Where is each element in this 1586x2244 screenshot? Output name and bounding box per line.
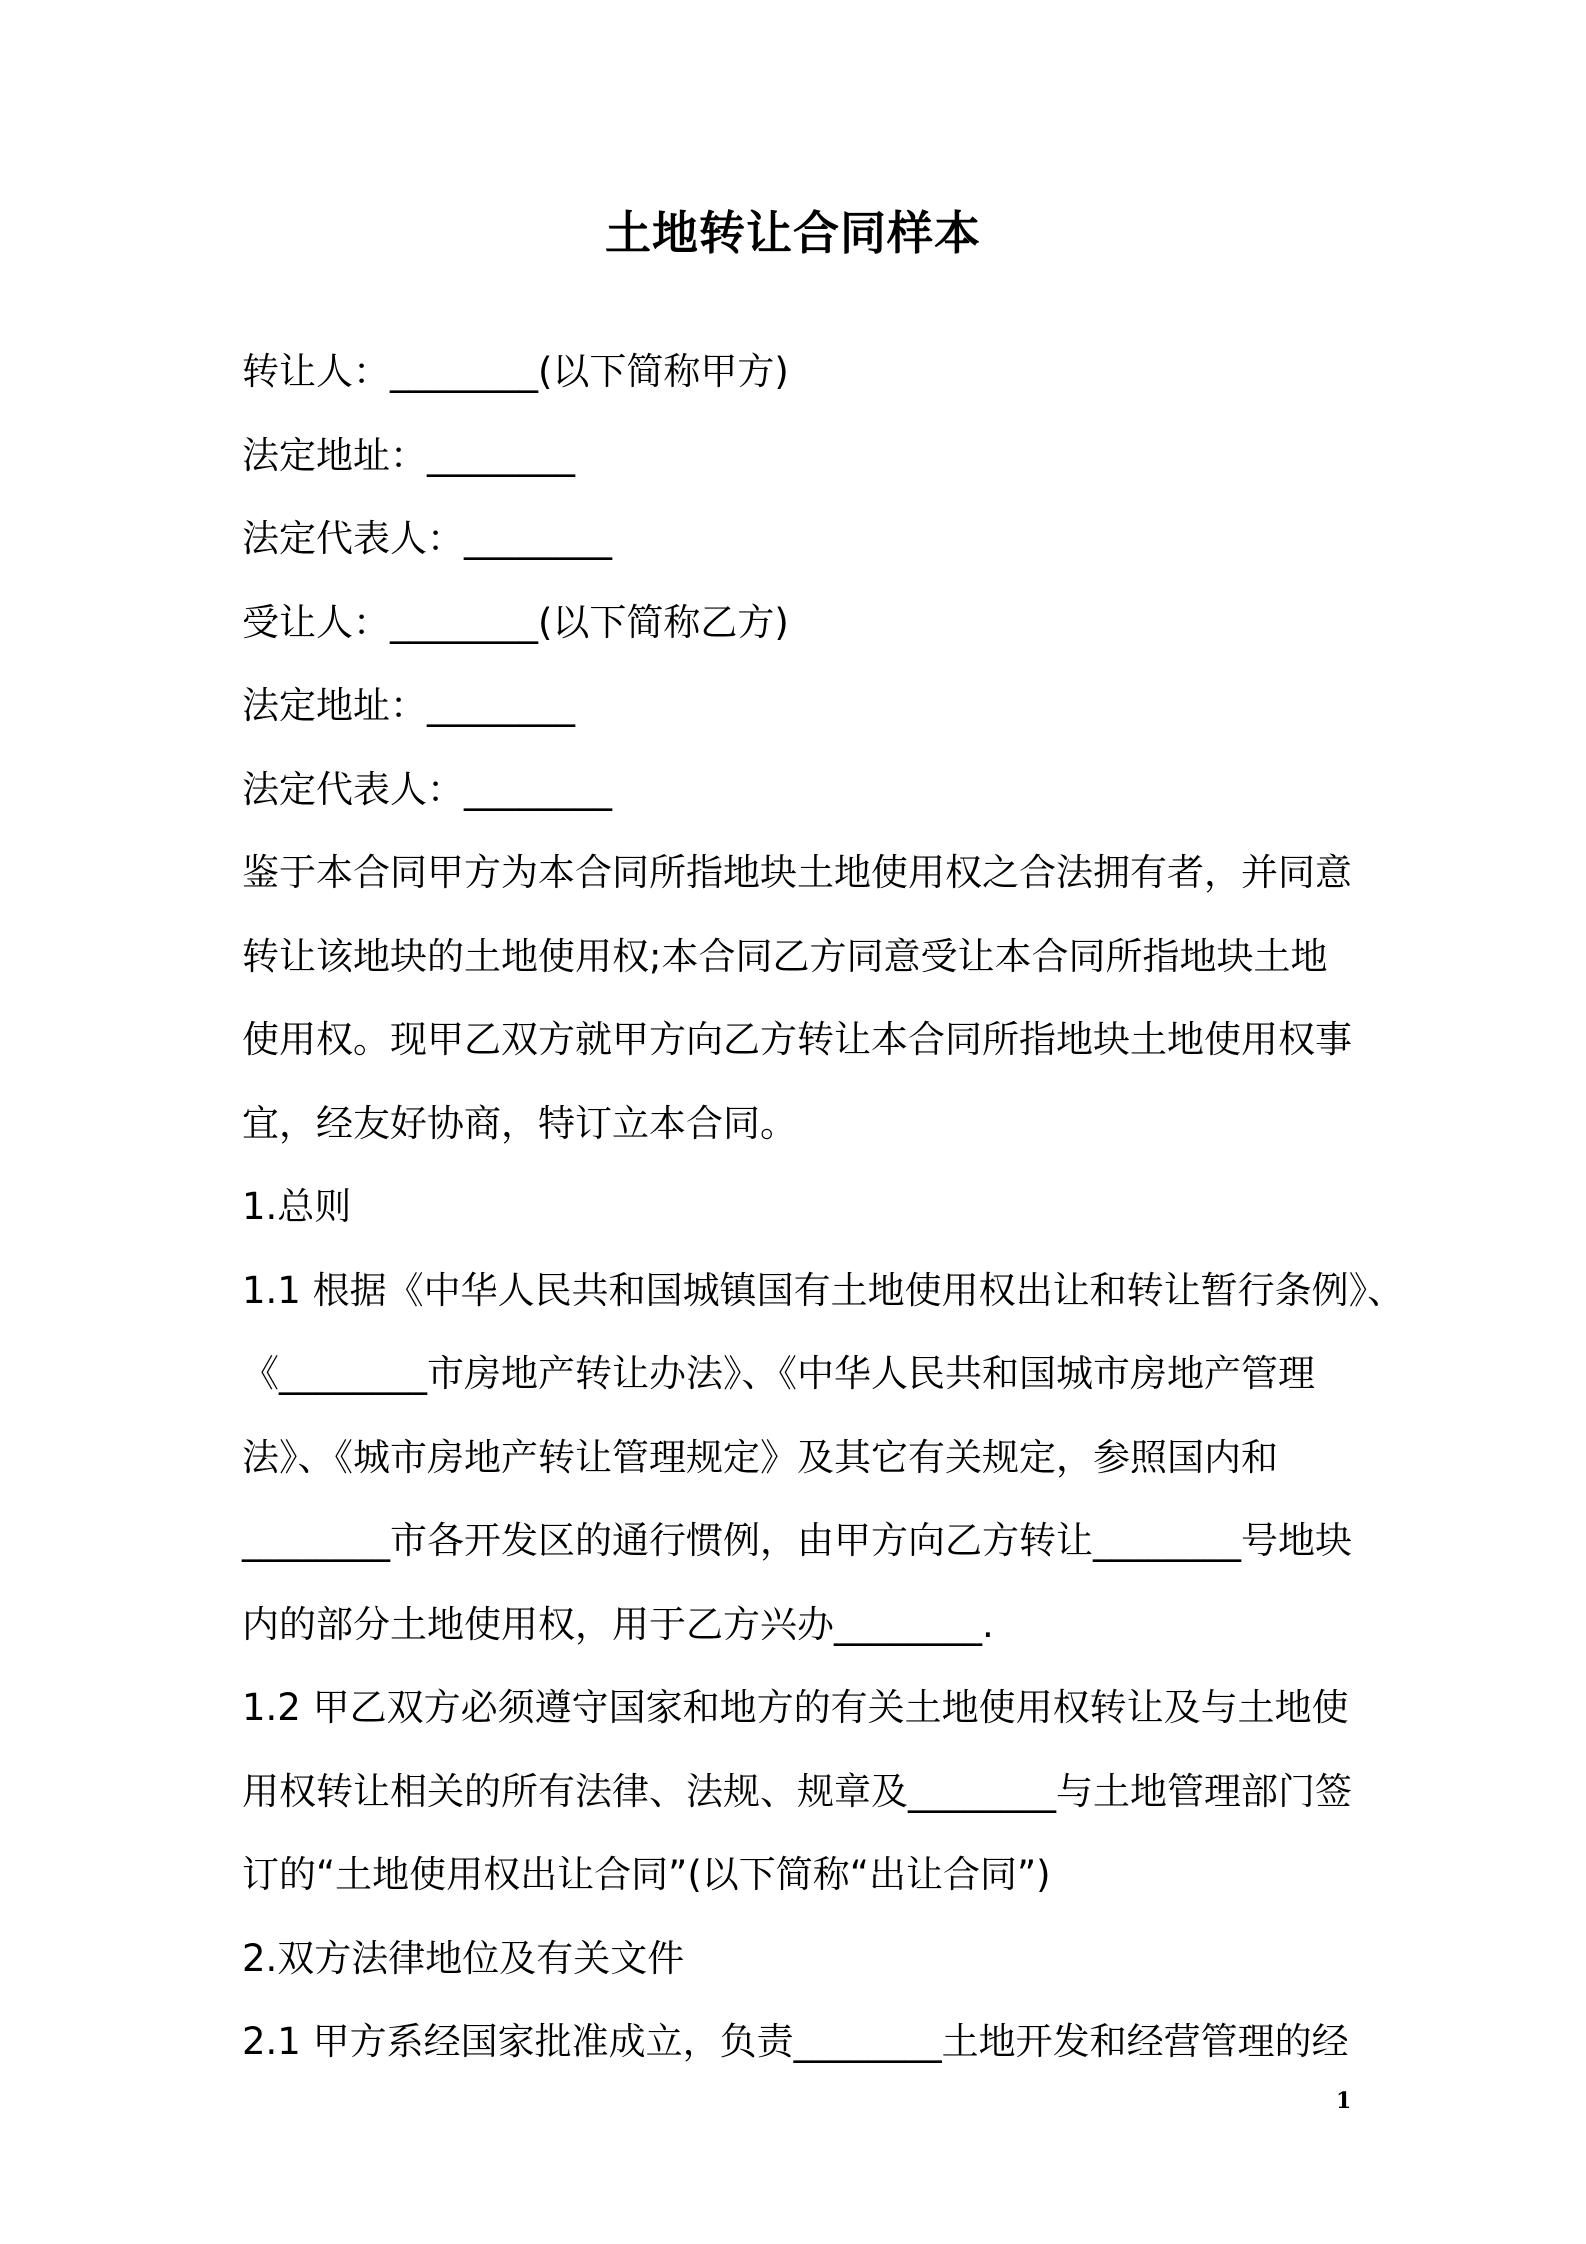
text-line: 法》、《城市房地产转让管理规定》及其它有关规定，参照国内和: [242, 1435, 1278, 1479]
text-line: 宜，经友好协商，特订立本合同。: [242, 1101, 797, 1145]
text-line: 法定代表人：________: [242, 517, 612, 560]
document-title: 土地转让合同样本: [605, 206, 981, 260]
text-line: 转让人：________(以下简称甲方): [242, 350, 789, 393]
text-line: 1.2 甲乙双方必须遵守国家和地方的有关土地使用权转让及与土地使: [242, 1686, 1349, 1729]
text-line: 订的“土地使用权出让合同”(以下简称“出让合同”): [242, 1853, 1051, 1896]
section-heading: 1.总则: [242, 1185, 352, 1228]
text-line: ________市各开发区的通行惯例，由甲方向乙方转让________号地块: [242, 1519, 1352, 1562]
text-line: 转让该地块的土地使用权;本合同乙方同意受让本合同所指地块土地: [242, 934, 1328, 978]
section-heading: 2.双方法律地位及有关文件: [242, 1936, 685, 1980]
text-line: 1.1 根据《中华人民共和国城镇国有土地使用权出让和转让暂行条例》、: [242, 1268, 1405, 1312]
text-line: 2.1 甲方系经国家批准成立，负责________土地开发和经营管理的经: [242, 2020, 1349, 2063]
document-body: [242, 330, 1405, 2084]
text-line: 法定代表人：________: [242, 767, 612, 811]
text-line: 受让人：________(以下简称乙方): [242, 600, 789, 644]
page-number: 1: [1336, 2088, 1352, 2114]
text-line: 内的部分土地使用权，用于乙方兴办________.: [242, 1602, 994, 1646]
text-line: 法定地址：________: [242, 684, 575, 727]
text-line: 鉴于本合同甲方为本合同所指地块土地使用权之合法拥有者，并同意: [242, 851, 1352, 894]
text-line: 《________市房地产转让办法》、《中华人民共和国城市房地产管理: [242, 1352, 1315, 1395]
text-line: 法定地址：________: [242, 433, 575, 477]
text-line: 使用权。现甲乙双方就甲方向乙方转让本合同所指地块土地使用权事: [242, 1018, 1352, 1061]
text-line: 用权转让相关的所有法律、法规、规章及________与土地管理部门签: [242, 1769, 1352, 1813]
